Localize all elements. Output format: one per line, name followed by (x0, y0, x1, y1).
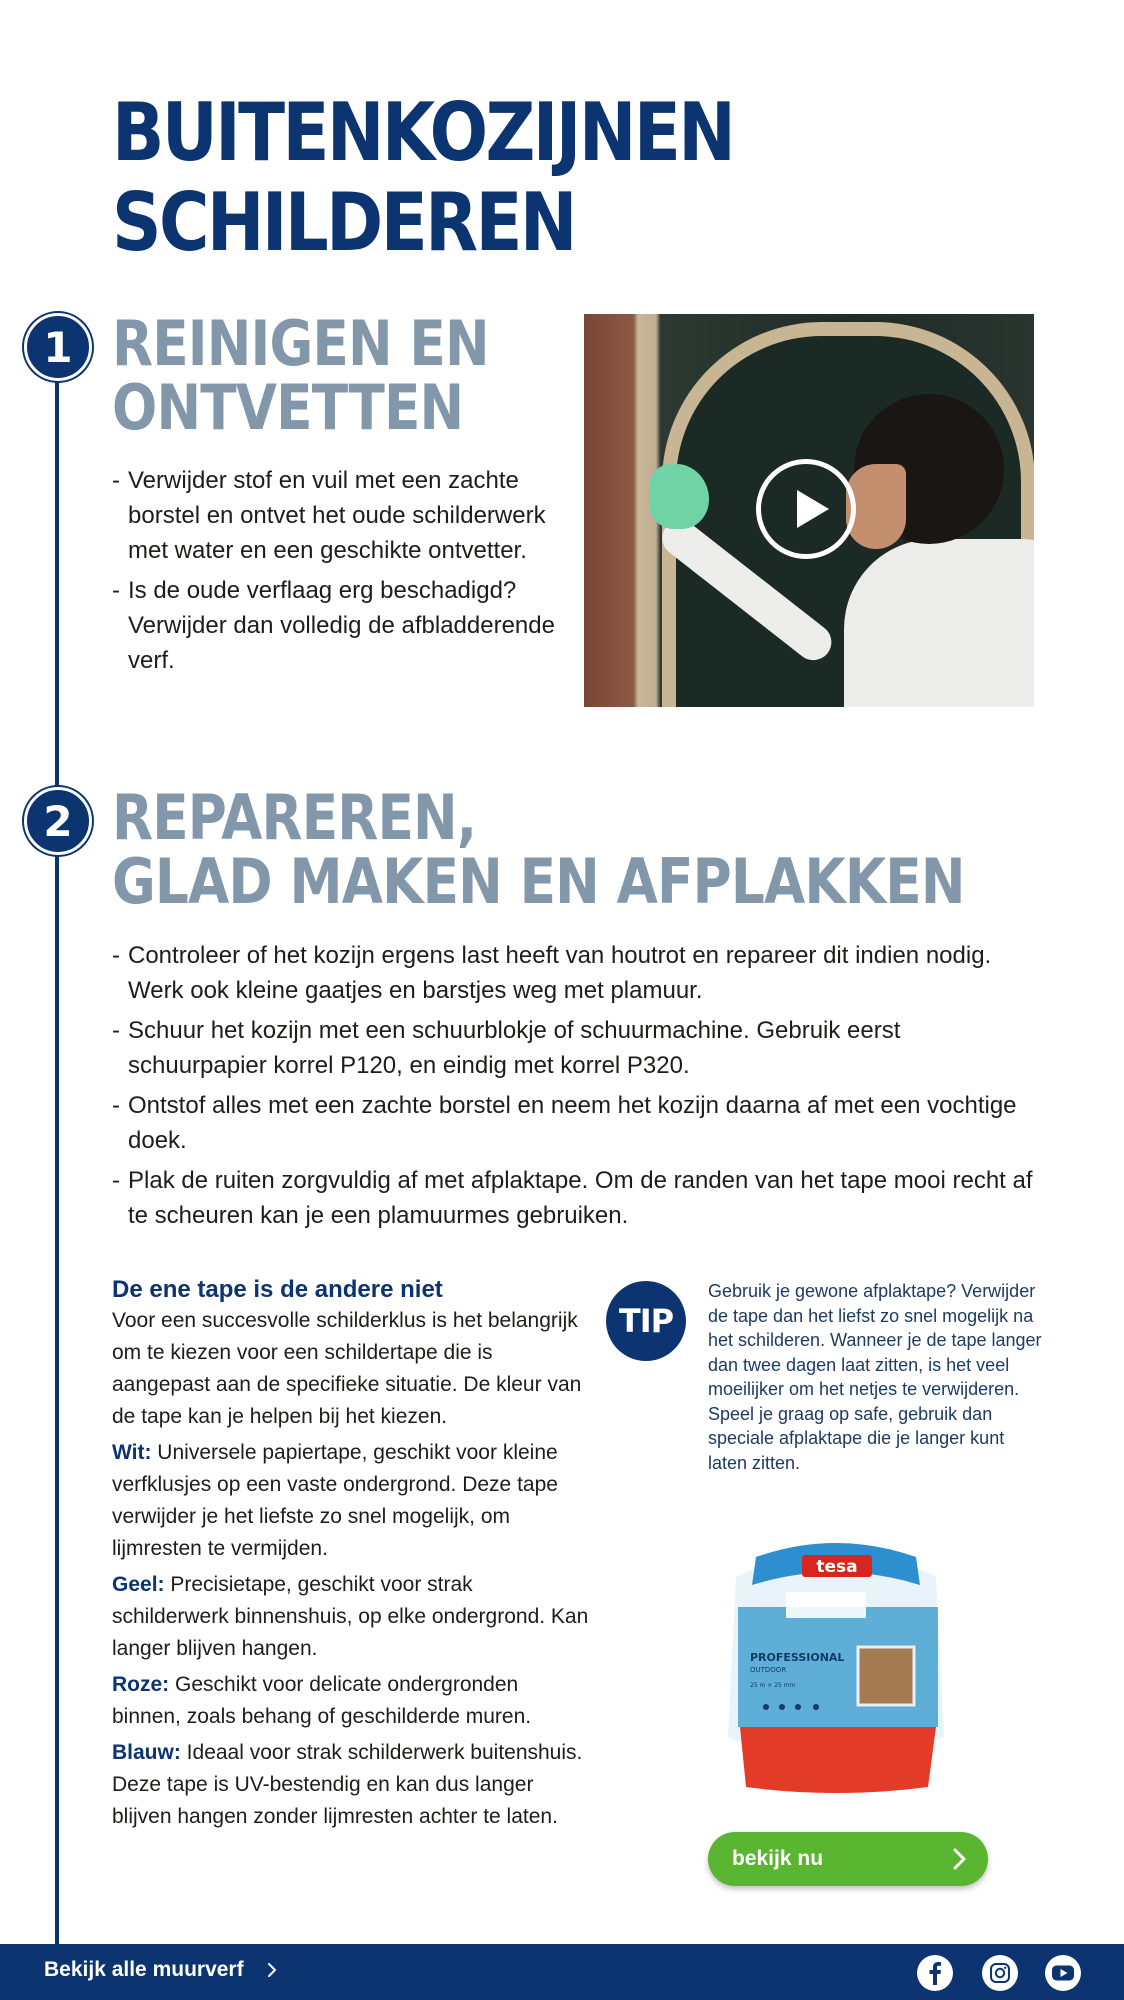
product-line2: OUTDOOR (750, 1666, 787, 1674)
tape-intro: Voor een succesvolle schilderklus is het belangrijk om te kiezen voor een schildertape die is aangepast aan de specifieke situatie. De kleur van de tape kan je helpen bij het kiezen. (112, 1309, 582, 1428)
instagram-glyph (989, 1962, 1011, 1984)
product-line1: PROFESSIONAL (750, 1651, 845, 1664)
tape-heading: De ene tape is de andere niet (112, 1276, 443, 1303)
tape-type-pink (112, 1669, 590, 1733)
play-icon[interactable] (756, 459, 856, 559)
page-title (112, 88, 733, 268)
facebook-glyph (925, 1961, 945, 1985)
step2-title (112, 781, 965, 918)
tip-badge: TIP (606, 1281, 686, 1361)
tape-type-name: Blauw: (112, 1741, 181, 1764)
spec-dot (795, 1704, 801, 1710)
step1-bullet: - Verwijder stof en vuil met een zachte borstel en ontvet het oude schilderwerk met water en een geschikte ontvetter. (112, 463, 562, 568)
tape-type-text: Geschikt voor delicate ondergronden binnen, zoals behang of geschilderde muren. (112, 1673, 532, 1728)
bekijk-nu-label: bekijk nu (732, 1847, 824, 1870)
step-number-2: 2 (24, 787, 92, 855)
tesa-tape-product-image (716, 1537, 956, 1799)
step-number-1: 1 (24, 313, 92, 381)
tesa-brand-text: tesa (816, 1557, 858, 1577)
tape-roll-red-band (740, 1727, 936, 1793)
tape-type-blue (112, 1737, 590, 1833)
chevron-right-icon (266, 1961, 278, 1979)
person-shirt (844, 539, 1034, 707)
tape-info (112, 1275, 590, 1833)
video-thumbnail[interactable] (584, 314, 1034, 707)
step2-title-line1: REPAREREN, (112, 781, 477, 854)
tape-type-yellow (112, 1569, 590, 1665)
page-title-line2: SCHILDEREN (112, 176, 575, 269)
tape-type-name: Roze: (112, 1673, 170, 1696)
step1-bullet-list (112, 463, 562, 683)
window-illustration (858, 1647, 914, 1705)
spec-dot (779, 1704, 785, 1710)
footer-muurverf-link[interactable] (44, 1958, 278, 1982)
step2-bullet: - Ontstof alles met een zachte borstel en neem het kozijn daarna af met een vochtige doek. (112, 1088, 1042, 1158)
tape-label-blank (786, 1592, 866, 1618)
step2-bullet-list (112, 938, 1042, 1238)
spec-dot (763, 1704, 769, 1710)
facebook-icon[interactable] (917, 1955, 953, 1991)
product-size: 25 m × 25 mm (750, 1682, 796, 1689)
step1-title-line1: REINIGEN EN (112, 307, 489, 380)
step1-title (112, 307, 489, 444)
tape-type-name: Wit: (112, 1441, 152, 1464)
youtube-icon[interactable] (1045, 1955, 1081, 1991)
timeline-line (55, 340, 59, 1945)
tape-type-text: Ideaal voor strak schilderwerk buitenshuis. Deze tape is UV-bestendig en kan dus langer blijven hangen zonder lijmresten achter te laten. (112, 1741, 583, 1828)
tape-type-text: Universele papiertape, geschikt voor kleine verfklusjes op een vaste ondergrond. Deze tape verwijder je het liefste zo snel mogelijk, om lijmresten te vermijden. (112, 1441, 558, 1560)
spec-dot (813, 1704, 819, 1710)
tape-type-white (112, 1437, 590, 1565)
step2-title-line2: GLAD MAKEN EN AFPLAKKEN (112, 845, 965, 918)
instagram-icon[interactable] (982, 1955, 1018, 1991)
step1-bullet: - Is de oude verflaag erg beschadigd? Verwijder dan volledig de afbladderende verf. (112, 573, 562, 678)
footer-link-label: Bekijk alle muurverf (44, 1958, 244, 1981)
step2-bullet: - Controleer of het kozijn ergens last heeft van houtrot en repareer dit indien nodig. Werk ook kleine gaatjes en barstjes weg met plamuur. (112, 938, 1042, 1008)
tape-type-text: Precisietape, geschikt voor strak schilderwerk binnenshuis, op elke ondergrond. Kan langer blijven hangen. (112, 1573, 589, 1660)
chevron-right-icon (950, 1845, 970, 1873)
step2-bullet: - Schuur het kozijn met een schuurblokje of schuurmachine. Gebruik eerst schuurpapier korrel P120, en eindig met korrel P320. (112, 1013, 1042, 1083)
bekijk-nu-button[interactable] (708, 1832, 988, 1886)
step2-bullet: - Plak de ruiten zorgvuldig af met afplaktape. Om de randen van het tape mooi recht af te scheuren kan je een plamuurmes gebruiken. (112, 1163, 1042, 1233)
tape-type-name: Geel: (112, 1573, 165, 1596)
tip-text: Gebruik je gewone afplaktape? Verwijder de tape dan het liefst zo snel mogelijk na het schilderen. Wanneer je de tape langer dan twee dagen laat zitten, is het veel moeilijker om het netjes te verwijderen. Speel je graag op safe, gebruik dan speciale afplaktape die je langer kunt laten zitten. (708, 1281, 1042, 1473)
youtube-glyph (1051, 1964, 1075, 1982)
step1-title-line2: ONTVETTEN (112, 371, 464, 444)
page-title-line1: BUITENKOZIJNEN (112, 86, 734, 179)
